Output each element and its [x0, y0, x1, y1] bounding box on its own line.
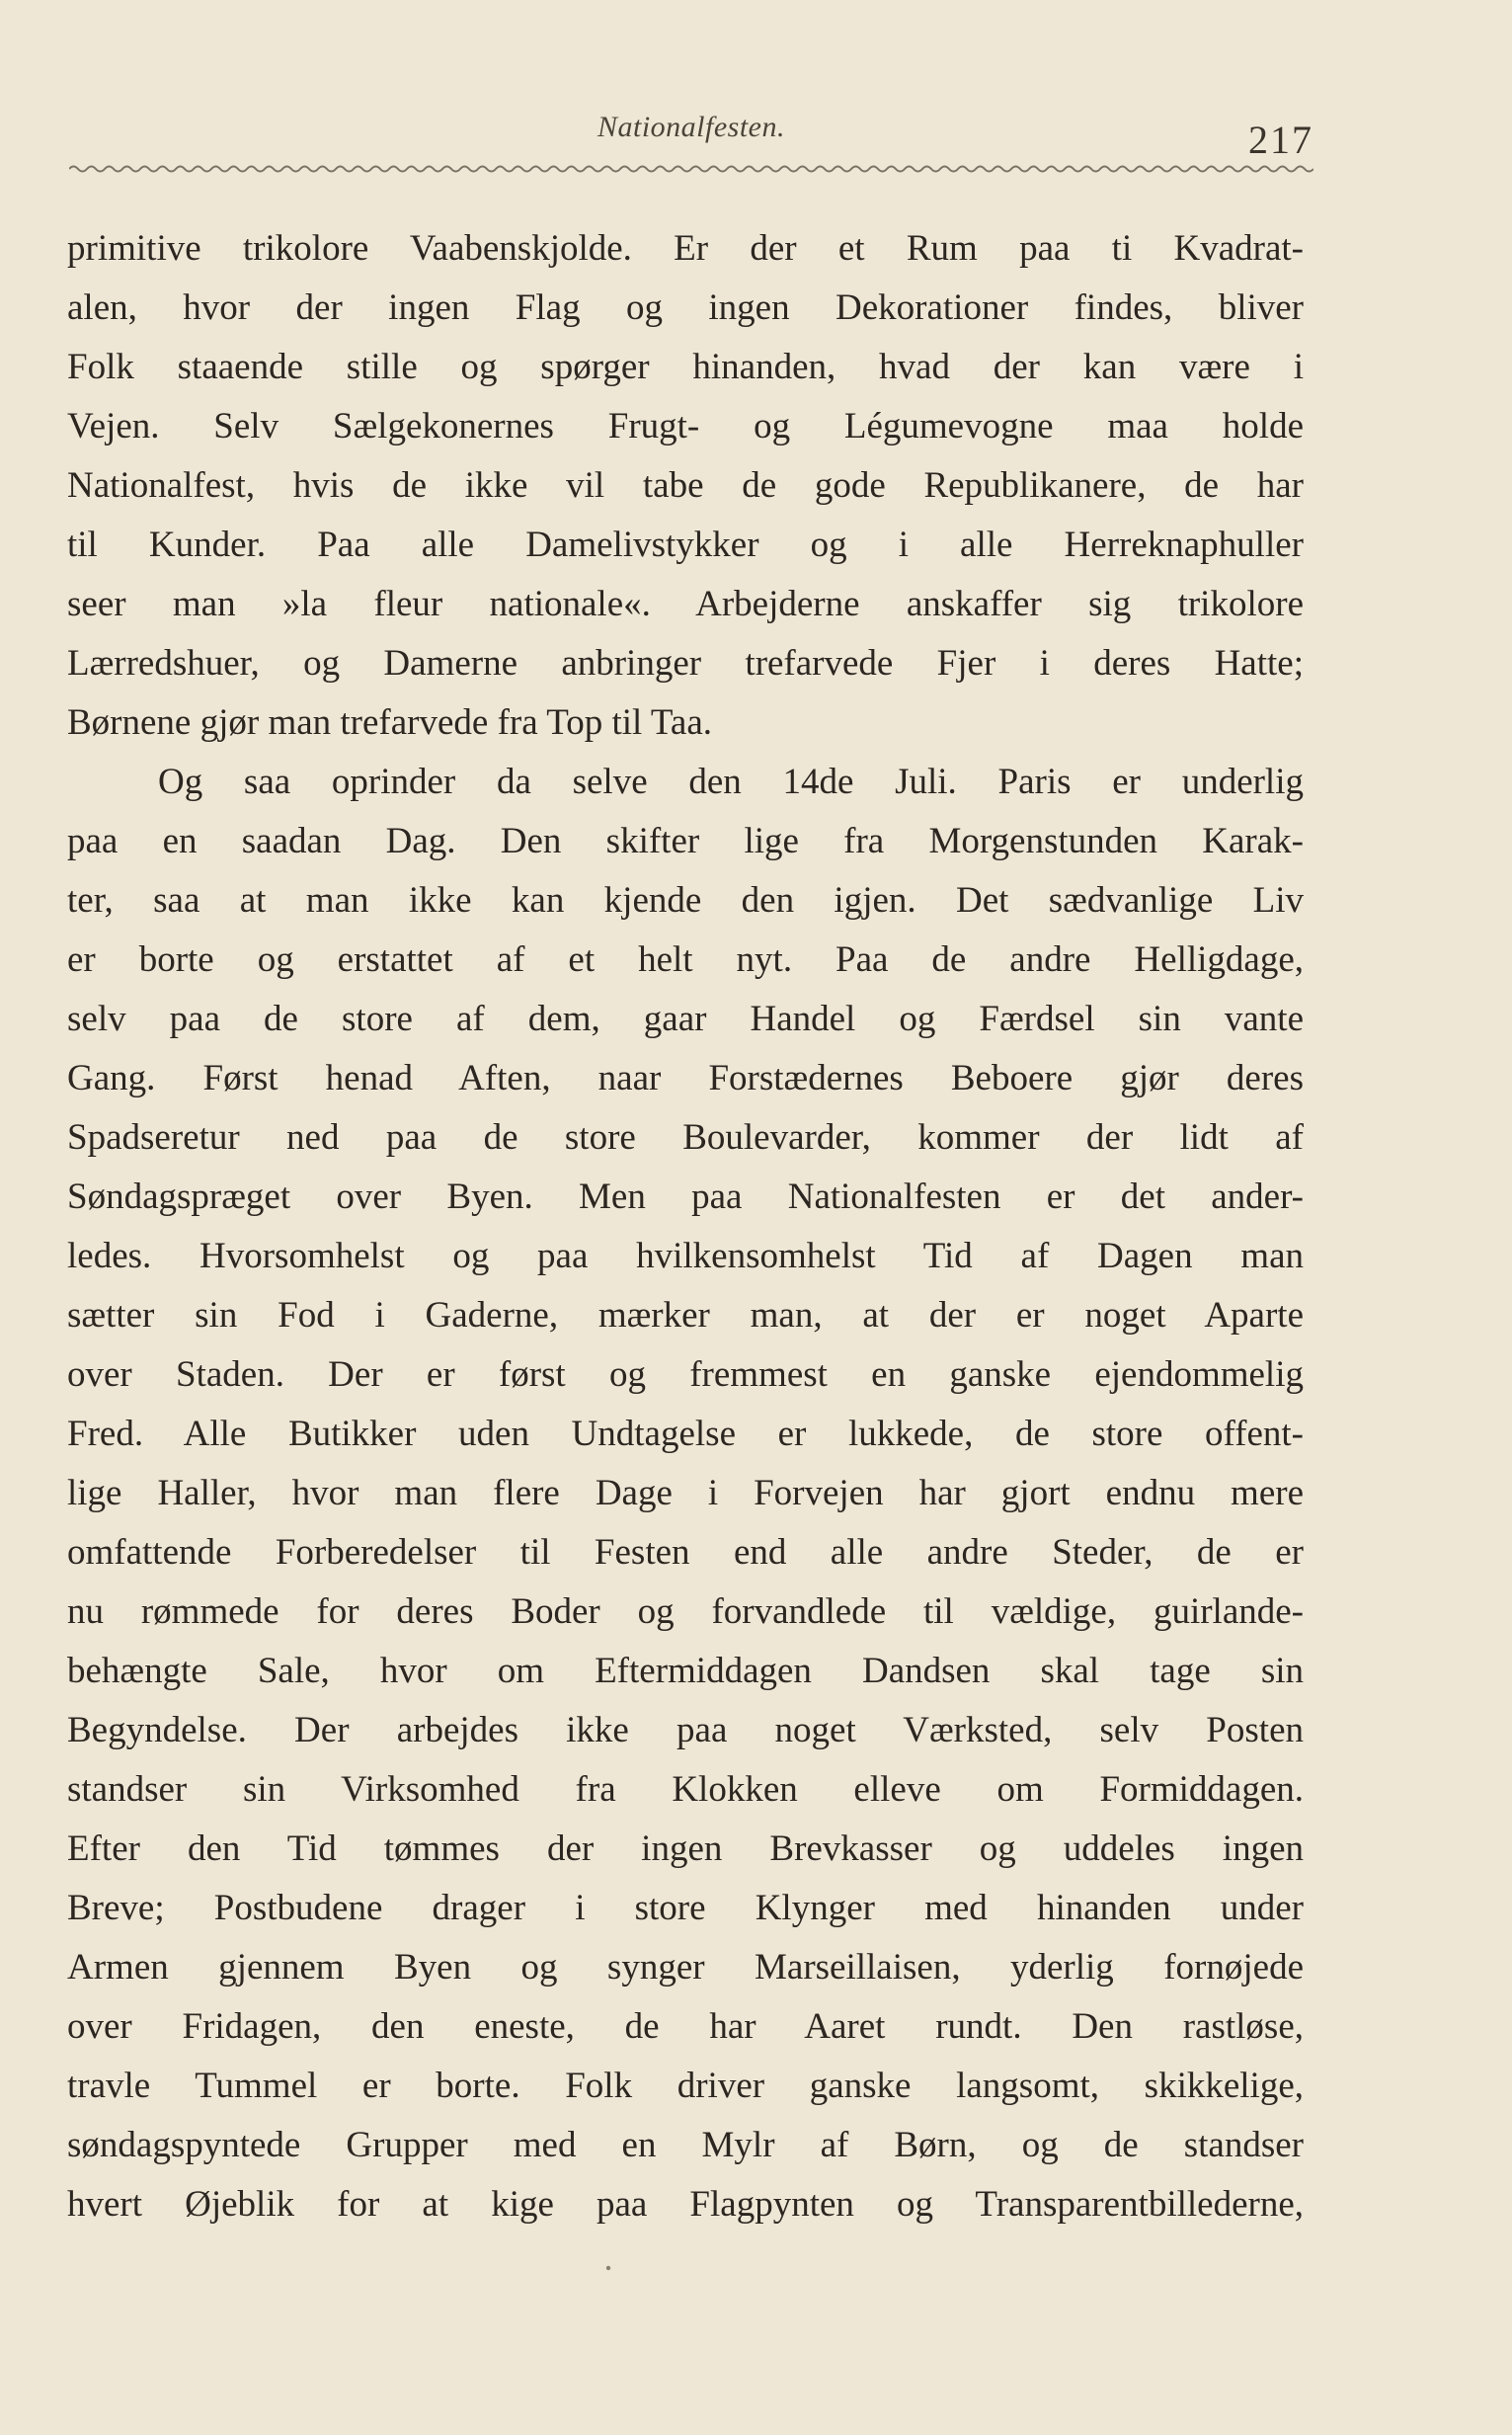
text-line: behængte Sale, hvor om Eftermiddagen Dandsen skal tage sin	[67, 1651, 1304, 1691]
text-line: Lærredshuer, og Damerne anbringer trefarvede Fjer i deres Hatte;	[67, 643, 1304, 684]
text-line: alen, hvor der ingen Flag og ingen Dekorationer findes, bliver	[67, 287, 1304, 328]
text-line: omfattende Forberedelser til Festen end alle andre Steder, de er	[67, 1532, 1304, 1573]
paragraph-start-line: Og saa oprinder da selve den 14de Juli. Paris er underlig	[158, 762, 1304, 802]
text-line: Vejen. Selv Sælgekonernes Frugt- og Légumevogne maa holde	[67, 406, 1304, 446]
text-line: Søndagspræget over Byen. Men paa Nationalfesten er det ander-	[67, 1177, 1304, 1217]
text-line: til Kunder. Paa alle Damelivstykker og i alle Herreknaphuller	[67, 525, 1304, 565]
text-line: lige Haller, hvor man flere Dage i Forvejen har gjort endnu mere	[67, 1473, 1304, 1513]
running-title: Nationalfesten.	[597, 111, 785, 143]
text-line: selv paa de store af dem, gaar Handel og Færdsel sin vante	[67, 999, 1304, 1039]
text-line: er borte og erstattet af et helt nyt. Paa de andre Helligdage,	[67, 939, 1304, 980]
page-number: 217	[1248, 118, 1313, 162]
text-line: travle Tummel er borte. Folk driver ganske langsomt, skikkelige,	[67, 2066, 1304, 2106]
text-line: hvert Øjeblik for at kige paa Flagpynten og Transparentbillederne,	[67, 2184, 1304, 2225]
text-line: paa en saadan Dag. Den skifter lige fra Morgenstunden Karak-	[67, 821, 1304, 861]
text-line: over Fridagen, den eneste, de har Aaret rundt. Den rastløse,	[67, 2006, 1304, 2047]
text-line: over Staden. Der er først og fremmest en ganske ejendommelig	[67, 1354, 1304, 1395]
text-line: Gang. Først henad Aften, naar Forstædernes Beboere gjør deres	[67, 1058, 1304, 1098]
text-line: Fred. Alle Butikker uden Undtagelse er lukkede, de store offent-	[67, 1414, 1304, 1454]
text-line: Begyndelse. Der arbejdes ikke paa noget Værksted, selv Posten	[67, 1710, 1304, 1750]
ink-speck	[606, 2266, 610, 2270]
text-line: seer man »la fleur nationale«. Arbejderne anskaffer sig trikolore	[67, 584, 1304, 624]
text-line: Efter den Tid tømmes der ingen Brevkasser og uddeles ingen	[67, 1828, 1304, 1869]
text-line: søndagspyntede Grupper med en Mylr af Børn, og de standser	[67, 2125, 1304, 2165]
wavy-rule-ornament	[69, 158, 1313, 180]
text-line: Folk staaende stille og spørger hinanden, hvad der kan være i	[67, 347, 1304, 387]
text-line: ter, saa at man ikke kan kjende den igjen. Det sædvanlige Liv	[67, 880, 1304, 921]
text-line: nu rømmede for deres Boder og forvandlede til vældige, guirlande-	[67, 1591, 1304, 1632]
text-line: Armen gjennem Byen og synger Marseillaisen, yderlig fornøjede	[67, 1947, 1304, 1988]
text-line: standser sin Virksomhed fra Klokken elleve om Formiddagen.	[67, 1769, 1304, 1810]
text-line: Nationalfest, hvis de ikke vil tabe de gode Republikanere, de har	[67, 465, 1304, 506]
text-line: sætter sin Fod i Gaderne, mærker man, at der er noget Aparte	[67, 1295, 1304, 1336]
text-line: Spadseretur ned paa de store Boulevarder, kommer der lidt af	[67, 1117, 1304, 1158]
text-line: primitive trikolore Vaabenskjolde. Er der et Rum paa ti Kvadrat-	[67, 228, 1304, 269]
text-line: Breve; Postbudene drager i store Klynger med hinanden under	[67, 1888, 1304, 1928]
text-line: Børnene gjør man trefarvede fra Top til Taa.	[67, 702, 713, 743]
body-text	[67, 219, 1304, 2234]
text-line: ledes. Hvorsomhelst og paa hvilkensomhelst Tid af Dagen man	[67, 1236, 1304, 1276]
